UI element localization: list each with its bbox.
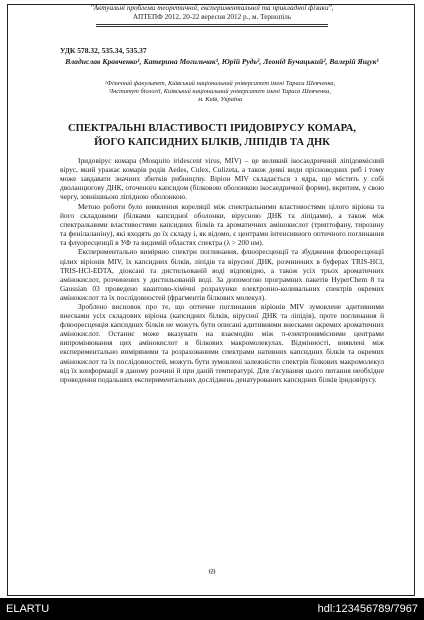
header-rule	[96, 24, 328, 25]
paper-title	[40, 122, 384, 149]
conference-header	[0, 4, 424, 21]
page-number: 69	[208, 568, 216, 576]
paragraph-conclusion: Зроблено висновок про те, що оптичне поглинання віріонів MIV зумовлене адитивними внесками усіх складових віріона (капсидних білків, вірусної ДНК та ліпідів), проте поглинання й флюоресценція капсидних білків не можуть бути описані адитивними внесками окремих ароматичних амінокислот. Останнє може вказувати на взаємодію між π-електронвмісними центрами випромінювання цих амінокислот в білкових макромолекулах. Відмінності, виявлені між експериментально виміряними та розрахованими спектрами нативних капсидних білків та окремих амінокислот та їх послідовностей, можуть бути зумовлені залежністю спектрів білкових макромолекул від їх конформації в даному розчині й при даній температурі. Для з'ясування цього питання необхідне проведення подальших експериментальних досліджень денатурованих капсидних білків іридовірусу.	[60, 302, 384, 384]
repository-name: ELARTU	[6, 603, 50, 615]
affiliation-1: ¹Фізичний факультет, Київський національний університет імені Тараса Шевченка,	[104, 80, 336, 87]
repository-footer	[0, 598, 424, 620]
udc-code: УДК 578.32, 535.34, 535.37	[60, 46, 147, 55]
paragraph-methods: Експериментально виміряно спектри поглинання, флюоресценції та збудження флюоресценції цілих віріонів MIV, їх капсидних білків, ліпідів та вірусної ДНК, розчинених в буферах TRIS-HCl, TRIS-HCl-EDTA, діоксані та дистильованій воді відповідно, а також усіх трьох ароматичних амінокислот, розчинених у дистильованій воді. За допомогою програмних пакетів HyperChem 8 та Gaussian 03 проведено квантово-хімічні розрахунки електронно-коливальних спектрів окремих амінокислот та їх послідовностей (фрагментів білкових молекул).	[60, 247, 384, 302]
paragraph-aim: Метою роботи було виявлення кореляції між спектральними властивостями цілого віріона та його складовими (білками капсидної оболонки, вірусною ДНК та ліпідами), а також між спектральними властивостями капсидних білків та ароматичних амінокислот (триптофану, тирозину та фенілаланіну), які входять до їх складу і, як відомо, є центрами інтенсивного оптичного поглинання та флуоресценції в УФ та видимій областях спектра (λ > 200 нм).	[60, 201, 384, 247]
paper-title-line-2: ЙОГО КАПСИДНИХ БІЛКІВ, ЛІПІДІВ ТА ДНК	[94, 136, 330, 148]
paper-body	[60, 156, 384, 384]
paragraph-introduction: Іридовірус комара (Mosquito iridescent virus, MIV) – це великий ікосаедричний ліпідовмісний вірус, який уражає комарів родів Aedes, Culex, Culizeta, а також деякі види прісноводних риб і тому може завдавати значних збитків рибництву. Віріон MIV складається з ядра, що містить у собі дволанцюгову ДНК, оточеного капсидом (білковою оболонкою ікосаедричної форми), вкритим, у свою чергу, зовнішньою ліпідною оболонкою.	[60, 156, 384, 202]
handle-id: hdl:123456789/7967	[317, 603, 418, 615]
conference-title: "Актуальні проблеми теоретичної, експериментальної та прикладної фізики",	[90, 4, 334, 12]
header-rule-2	[96, 26, 328, 27]
author-list: Владислав Кравченко¹, Катерина Могильчак¹, Юрій Рудь², Леонід Бучацький², Валерій Ящук¹	[65, 57, 379, 66]
affiliation-2: ²Інститут біології, Київський національний університет імені Тараса Шевченка,	[109, 88, 331, 96]
affiliations	[58, 80, 382, 105]
paper-title-line-1: СПЕКТРАЛЬНІ ВЛАСТИВОСТІ ІРИДОВІРУСУ КОМАРА,	[67, 123, 357, 134]
affiliation-city: м. Київ, Україна	[197, 96, 243, 104]
conference-dates: АПТЕПФ 2012, 20-22 вересня 2012 р., м. Тернопіль	[132, 12, 292, 21]
